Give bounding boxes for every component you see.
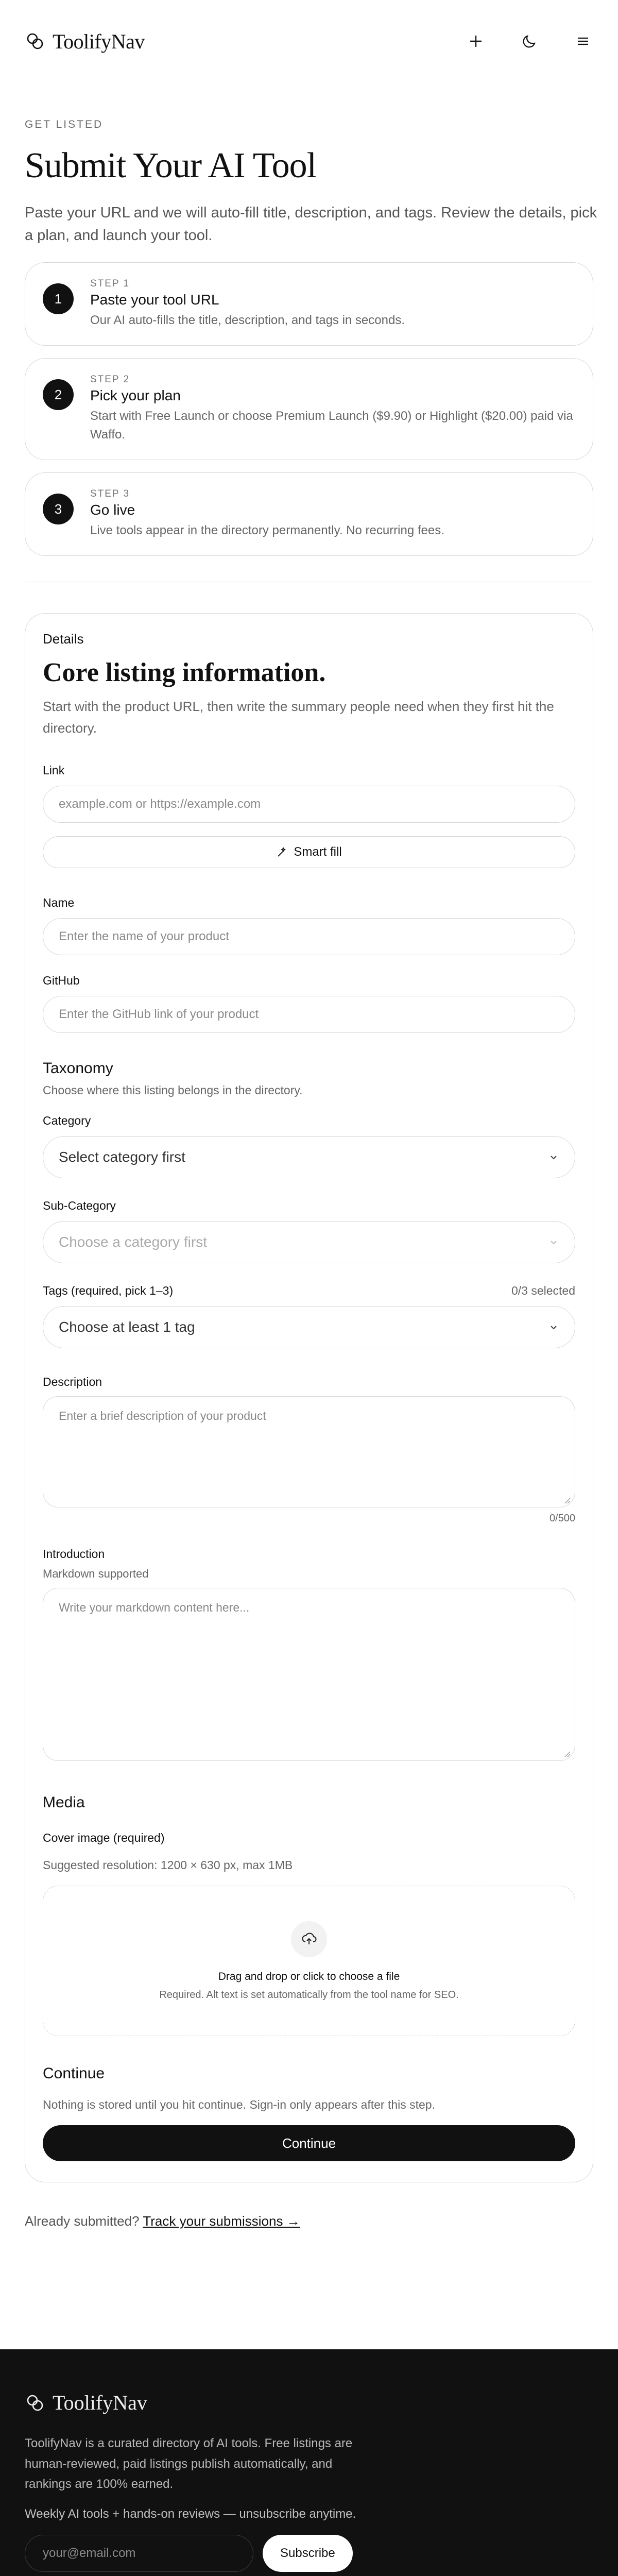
media-title: Media bbox=[43, 1794, 85, 1811]
tags-label: Tags (required, pick 1–3) bbox=[43, 1284, 174, 1298]
github-input[interactable]: Enter the GitHub link of your product bbox=[43, 996, 575, 1033]
step-description: Start with Free Launch or choose Premium Launch ($9.90) or Highlight ($20.00) paid via Waffo. bbox=[90, 409, 573, 442]
upload-icon bbox=[300, 1930, 318, 1948]
site-footer bbox=[0, 2349, 618, 2576]
smart-fill-button[interactable] bbox=[43, 836, 575, 868]
dropzone-subtitle: Required. Alt text is set automatically from the tool name for SEO. bbox=[159, 1989, 459, 2001]
continue-title: Continue bbox=[43, 2065, 105, 2082]
page-title: Submit Your AI Tool bbox=[25, 146, 317, 185]
name-input[interactable]: Enter the name of your product bbox=[43, 918, 575, 955]
upload-button bbox=[291, 1921, 327, 1957]
site-header bbox=[0, 0, 618, 82]
description-textarea[interactable] bbox=[43, 1396, 575, 1507]
theme-toggle-button[interactable] bbox=[519, 31, 540, 52]
taxonomy-subtitle: Choose where this listing belongs in the directory. bbox=[43, 1083, 303, 1097]
step-label: STEP 3 bbox=[90, 488, 130, 499]
newsletter-email-input[interactable]: your@email.com bbox=[25, 2535, 253, 2572]
already-text: Already submitted? bbox=[25, 2213, 140, 2229]
description-counter: 0/500 bbox=[549, 1513, 575, 1524]
menu-button[interactable] bbox=[573, 31, 593, 52]
tags-counter: 0/3 selected bbox=[511, 1284, 575, 1298]
step-description: Our AI auto-fills the title, description, and tags in seconds. bbox=[90, 313, 405, 327]
category-select[interactable] bbox=[43, 1136, 575, 1178]
github-label: GitHub bbox=[43, 974, 80, 988]
tags-select[interactable] bbox=[43, 1306, 575, 1348]
chevron-down-icon bbox=[548, 1151, 559, 1163]
submission-form bbox=[25, 613, 593, 2182]
step-label: STEP 1 bbox=[90, 278, 130, 289]
resize-grip-icon[interactable] bbox=[563, 1750, 571, 1757]
footer-description: ToolifyNav is a curated directory of AI tools. Free listings are human-reviewed, paid listings publish automatically, and rankings are 100% earned. bbox=[25, 2436, 353, 2492]
brand-logo[interactable] bbox=[25, 29, 145, 54]
step-number: 1 bbox=[43, 283, 74, 314]
description-label: Description bbox=[43, 1375, 102, 1389]
track-submissions-link[interactable]: Track your submissions → bbox=[143, 2213, 300, 2229]
step-description: Live tools appear in the directory permanently. No recurring fees. bbox=[90, 523, 444, 537]
step-title: Go live bbox=[90, 502, 135, 518]
chevron-down-icon bbox=[548, 1236, 559, 1248]
step-card bbox=[25, 472, 593, 556]
category-value: Select category first bbox=[59, 1149, 185, 1165]
steps-list bbox=[25, 262, 593, 556]
logo-icon bbox=[25, 31, 45, 52]
continue-button[interactable]: Continue bbox=[43, 2125, 575, 2161]
step-label: STEP 2 bbox=[90, 374, 130, 385]
smart-fill-label: Smart fill bbox=[294, 845, 342, 859]
continue-subtitle: Nothing is stored until you hit continue. Sign-in only appears after this step. bbox=[43, 2098, 435, 2112]
category-label: Category bbox=[43, 1114, 91, 1128]
newsletter-text: Weekly AI tools + hands-on reviews — unsubscribe anytime. bbox=[25, 2506, 356, 2521]
hero-eyebrow: GET LISTED bbox=[25, 118, 104, 130]
introduction-label: Introduction bbox=[43, 1547, 105, 1561]
wand-icon bbox=[276, 846, 288, 858]
form-kicker: Details bbox=[43, 631, 84, 647]
dropzone-title: Drag and drop or click to choose a file bbox=[218, 1970, 400, 1982]
menu-icon bbox=[575, 35, 591, 47]
step-title: Pick your plan bbox=[90, 387, 181, 403]
introduction-placeholder: Write your markdown content here... bbox=[59, 1601, 250, 1615]
tags-value: Choose at least 1 tag bbox=[59, 1319, 195, 1335]
step-title: Paste your tool URL bbox=[90, 292, 219, 308]
name-label: Name bbox=[43, 896, 75, 910]
hero-subtitle: Paste your URL and we will auto-fill title, description, and tags. Review the details, pick a plan, and launch your tool. bbox=[25, 205, 597, 244]
subcategory-value: Choose a category first bbox=[59, 1234, 207, 1250]
subscribe-button[interactable]: Subscribe bbox=[263, 2535, 353, 2572]
subcategory-label: Sub-Category bbox=[43, 1199, 116, 1213]
chevron-down-icon bbox=[548, 1321, 559, 1333]
introduction-textarea[interactable] bbox=[43, 1588, 575, 1761]
hero-section bbox=[0, 82, 618, 556]
newsletter-form bbox=[25, 2535, 593, 2572]
description-placeholder: Enter a brief description of your product bbox=[59, 1409, 266, 1423]
footer-logo[interactable] bbox=[25, 2391, 593, 2415]
already-submitted bbox=[0, 2182, 618, 2229]
step-card bbox=[25, 358, 593, 460]
form-title: Core listing information. bbox=[43, 658, 326, 687]
footer-brand: ToolifyNav bbox=[53, 2391, 147, 2414]
brand-name: ToolifyNav bbox=[53, 29, 145, 53]
form-subtitle: Start with the product URL, then write the summary people need when they first hit the directory. bbox=[43, 699, 554, 736]
logo-icon bbox=[25, 2393, 45, 2413]
plus-icon bbox=[468, 33, 484, 49]
add-button[interactable] bbox=[466, 31, 486, 52]
step-number: 2 bbox=[43, 379, 74, 410]
step-number: 3 bbox=[43, 494, 74, 524]
taxonomy-title: Taxonomy bbox=[43, 1060, 113, 1077]
cover-label: Cover image (required) bbox=[43, 1831, 165, 1845]
moon-icon bbox=[521, 33, 538, 49]
subcategory-select[interactable] bbox=[43, 1221, 575, 1263]
cover-dropzone[interactable] bbox=[43, 1886, 575, 2036]
resize-grip-icon[interactable] bbox=[563, 1497, 571, 1504]
introduction-subtitle: Markdown supported bbox=[43, 1567, 149, 1581]
step-card bbox=[25, 262, 593, 346]
cover-hint: Suggested resolution: 1200 × 630 px, max 1MB bbox=[43, 1858, 293, 1872]
link-label: Link bbox=[43, 764, 65, 777]
link-input[interactable]: example.com or https://example.com bbox=[43, 786, 575, 823]
